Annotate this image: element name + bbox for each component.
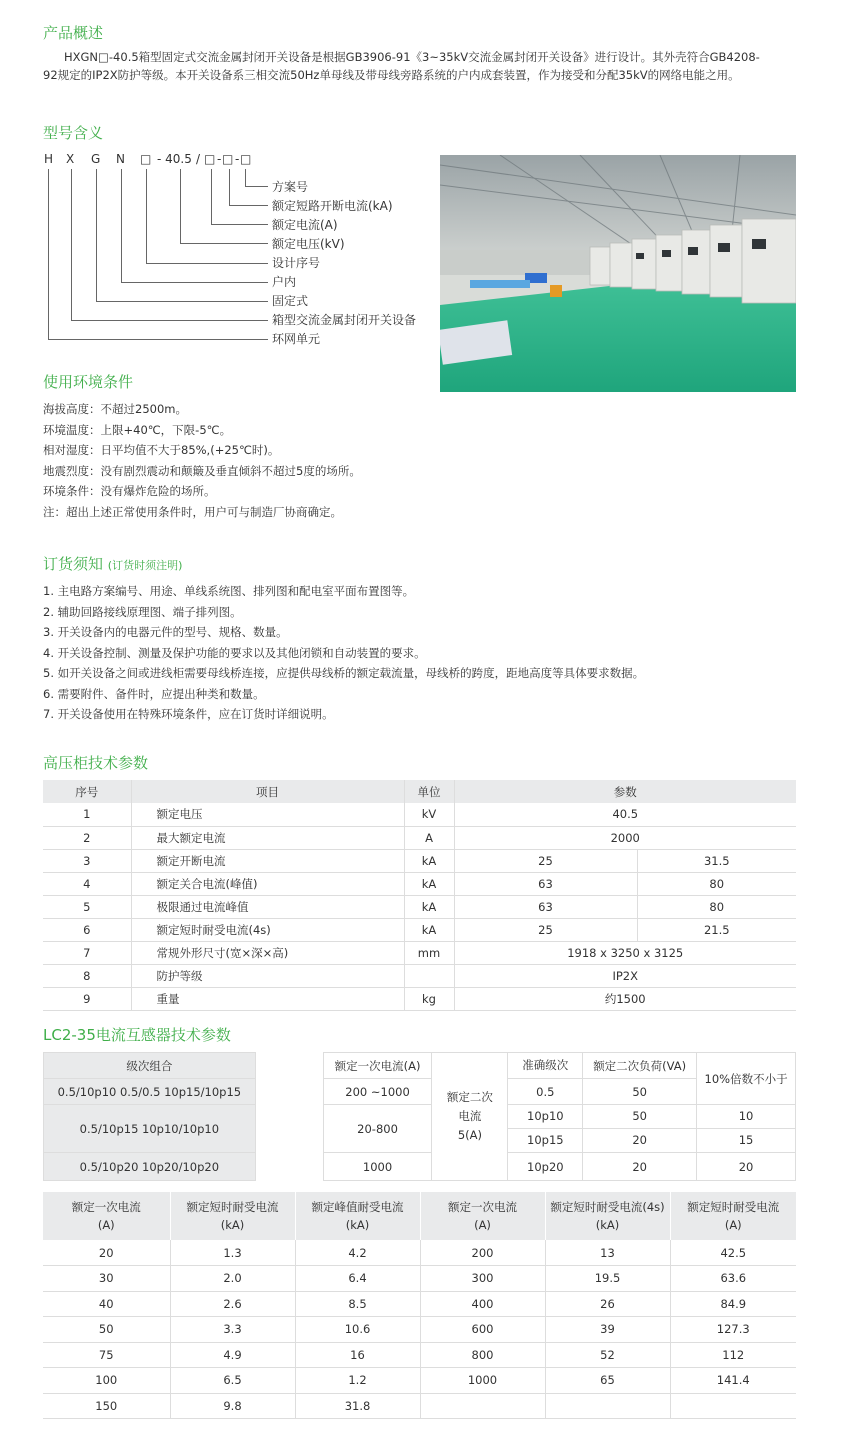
cell: 26 xyxy=(545,1291,670,1317)
cell-unit: kA xyxy=(404,918,454,941)
code-dash-1: - xyxy=(217,152,222,166)
order-list xyxy=(43,581,644,725)
cell-combo: 0.5/10p20 10p20/10p20 xyxy=(44,1153,256,1181)
header-line: (A) xyxy=(724,1218,742,1232)
header-item: 项目 xyxy=(131,780,404,803)
order-item: 4. 开关设备控制、测量及保护功能的要求以及其他闭锁和自动装置的要求。 xyxy=(43,645,426,660)
order-item: 2. 辅助回路接线原理图、端子排列图。 xyxy=(43,604,242,619)
code-slash: / xyxy=(196,152,201,166)
table-header-row xyxy=(43,1192,796,1240)
cell: 50 xyxy=(43,1317,170,1343)
table-row xyxy=(44,1053,796,1079)
order-subtitle: (订货时须注明) xyxy=(107,559,183,572)
cell-unit: kA xyxy=(404,872,454,895)
code-scheme: □ xyxy=(240,152,252,166)
cell-no: 3 xyxy=(43,849,131,872)
accuracy-value: 10p10 xyxy=(508,1105,582,1129)
cell-accuracy xyxy=(508,1105,583,1153)
cell: 6.5 xyxy=(170,1368,295,1394)
cell-no: 7 xyxy=(43,941,131,964)
cell-item: 额定关合电流(峰值) xyxy=(131,872,404,895)
table-row xyxy=(43,964,796,987)
accuracy-header xyxy=(508,1053,583,1079)
cell-unit: kA xyxy=(404,895,454,918)
table-row xyxy=(44,1153,796,1181)
cell-item: 额定电压 xyxy=(131,803,404,826)
table-row xyxy=(43,1342,796,1368)
header-cell xyxy=(545,1192,670,1240)
environment-list xyxy=(43,399,361,522)
cell-unit: kg xyxy=(404,987,454,1010)
header-no: 序号 xyxy=(43,780,131,803)
header-line: 额定一次电流 xyxy=(71,1200,141,1214)
cell: 9.8 xyxy=(170,1393,295,1419)
cell-primary: 200 ~1000 xyxy=(323,1079,432,1105)
cell-no: 9 xyxy=(43,987,131,1010)
order-item: 3. 开关设备内的电器元件的型号、规格、数量。 xyxy=(43,625,288,639)
cell-value: 约1500 xyxy=(454,987,796,1010)
cell: 10.6 xyxy=(295,1317,420,1343)
secondary-line: 电流 xyxy=(458,1109,482,1123)
model-label-rated-current: 额定电流(A) xyxy=(272,218,338,232)
header-cell xyxy=(670,1192,796,1240)
code-n: N xyxy=(116,152,125,166)
cell: 800 xyxy=(420,1342,545,1368)
order-item: 6. 需要附件、备件时，应提出种类和数量。 xyxy=(43,686,265,701)
cell-item: 最大额定电流 xyxy=(131,826,404,849)
header-cell xyxy=(43,1192,170,1240)
cell xyxy=(670,1393,796,1419)
model-label-box-type: 箱型交流金属封闭开关设备 xyxy=(272,313,417,327)
code-voltage: - 40.5 xyxy=(157,152,192,166)
cell-unit: mm xyxy=(404,941,454,964)
withstand-table xyxy=(43,1192,796,1419)
code-g: G xyxy=(91,152,101,166)
header-line: (kA) xyxy=(595,1218,620,1232)
cell-value: 40.5 xyxy=(454,803,796,826)
table-row xyxy=(44,1079,796,1105)
cell: 112 xyxy=(670,1342,796,1368)
header-cell xyxy=(420,1192,545,1240)
cell: 300 xyxy=(420,1266,545,1292)
order-title-text: 订货须知 xyxy=(43,555,104,573)
cell-value: 1918 x 3250 x 3125 xyxy=(454,941,796,964)
cell-value: 80 xyxy=(637,872,796,895)
header-line: (A) xyxy=(474,1218,491,1232)
cell-no: 6 xyxy=(43,918,131,941)
secondary-current xyxy=(432,1053,508,1181)
hv-table-title: 高压柜技术参数 xyxy=(43,754,149,772)
cell-multiple: 20 xyxy=(697,1153,796,1181)
cell-accuracy: 0.5 xyxy=(508,1079,583,1105)
cell: 1.3 xyxy=(170,1240,295,1266)
order-item: 1. 主电路方案编号、用途、单线系统图、排列图和配电室平面布置图等。 xyxy=(43,584,415,598)
cell: 4.9 xyxy=(170,1342,295,1368)
table-row xyxy=(43,849,796,872)
header-combo: 级次组合 xyxy=(44,1053,256,1079)
cell: 19.5 xyxy=(545,1266,670,1292)
cell-no: 5 xyxy=(43,895,131,918)
load-value: 20 xyxy=(632,1133,647,1147)
order-item: 5. 如开关设备之间或进线柜需要母线桥连接，应提供母线桥的额定载流量，母线桥的跨度，距地高度等具体要求数据。 xyxy=(43,666,645,680)
table-row xyxy=(43,1291,796,1317)
environment-item: 环境温度：上限+40℃，下限-5℃。 xyxy=(43,422,232,437)
header-line: 额定一次电流 xyxy=(448,1200,517,1214)
cell: 30 xyxy=(43,1266,170,1292)
header-accuracy: 准确级次 xyxy=(522,1058,569,1072)
table-row xyxy=(43,1368,796,1394)
cell: 141.4 xyxy=(670,1368,796,1394)
header-line: (kA) xyxy=(220,1218,245,1232)
table-row xyxy=(43,1240,796,1266)
header-line: 额定短时耐受电流 xyxy=(186,1200,279,1214)
cell-value: 25 xyxy=(454,849,637,872)
environment-item: 相对湿度：日平均值不大于85%,(+25℃时)。 xyxy=(43,443,280,457)
cell-item: 额定短时耐受电流(4s) xyxy=(131,918,404,941)
overview-title: 产品概述 xyxy=(43,24,104,42)
cell: 200 xyxy=(420,1240,545,1266)
cell-combo: 0.5/10p10 0.5/0.5 10p15/10p15 xyxy=(44,1079,256,1105)
cell: 150 xyxy=(43,1393,170,1419)
model-code xyxy=(0,152,440,168)
model-label-scheme: 方案号 xyxy=(272,180,309,194)
cell: 4.2 xyxy=(295,1240,420,1266)
cell-unit: kA xyxy=(404,849,454,872)
cell-value: 25 xyxy=(454,918,637,941)
cell: 39 xyxy=(545,1317,670,1343)
cell: 600 xyxy=(420,1317,545,1343)
cell: 1.2 xyxy=(295,1368,420,1394)
header-load: 额定二次负荷(VA) xyxy=(583,1053,697,1079)
cell: 2.6 xyxy=(170,1291,295,1317)
header-multiple: 10%倍数不小于 xyxy=(697,1053,796,1105)
table-header-row xyxy=(43,780,796,803)
overview-line-2: 92规定的IP2X防护等级。本开关设备系三相交流50Hz单母线及带母线旁路系统的户内成套装置，作为接受和分配35kV的网络电能之用。 xyxy=(43,68,740,82)
load-value: 50 xyxy=(583,1105,696,1129)
table-row xyxy=(44,1105,796,1153)
model-label-rated-voltage: 额定电压(kV) xyxy=(272,237,345,251)
multiple-value: 10 xyxy=(697,1105,795,1129)
cell-primary: 1000 xyxy=(323,1153,432,1181)
cell-item: 极限通过电流峰值 xyxy=(131,895,404,918)
cell xyxy=(420,1393,545,1419)
table-row xyxy=(43,941,796,964)
ct-table-title: LC2-35电流互感器技术参数 xyxy=(43,1026,231,1044)
order-title xyxy=(43,553,182,574)
header-cell xyxy=(170,1192,295,1240)
spacer-cell xyxy=(255,1053,323,1181)
cell: 20 xyxy=(43,1240,170,1266)
cell-no: 2 xyxy=(43,826,131,849)
cell: 1000 xyxy=(420,1368,545,1394)
model-label-breaking-current: 额定短路开断电流(kA) xyxy=(272,199,393,213)
cell: 65 xyxy=(545,1368,670,1394)
model-label-fixed: 固定式 xyxy=(272,294,309,308)
cell: 127.3 xyxy=(670,1317,796,1343)
model-title: 型号含义 xyxy=(43,124,104,142)
cell: 2.0 xyxy=(170,1266,295,1292)
environment-item: 注：超出上述正常使用条件时，用户可与制造厂协商确定。 xyxy=(43,504,342,519)
header-primary: 额定一次电流(A) xyxy=(323,1053,432,1079)
cell: 40 xyxy=(43,1291,170,1317)
code-design: □ xyxy=(140,152,152,166)
cell xyxy=(545,1393,670,1419)
factory-photo xyxy=(440,155,796,392)
cell-value: 80 xyxy=(637,895,796,918)
code-dash-2: - xyxy=(235,152,240,166)
cell: 84.9 xyxy=(670,1291,796,1317)
cell-value: 31.5 xyxy=(637,849,796,872)
code-h: H xyxy=(44,152,54,166)
cell: 75 xyxy=(43,1342,170,1368)
cell-value: 63 xyxy=(454,895,637,918)
hv-parameter-table xyxy=(43,780,796,1011)
header-unit: 单位 xyxy=(404,780,454,803)
environment-item: 海拔高度：不超过2500m。 xyxy=(43,402,187,416)
header-line: (kA) xyxy=(345,1218,370,1232)
cell: 52 xyxy=(545,1342,670,1368)
cell: 13 xyxy=(545,1240,670,1266)
code-current: □ xyxy=(204,152,216,166)
cell-unit xyxy=(404,964,454,987)
secondary-line: 5(A) xyxy=(457,1128,482,1142)
cell-unit: kV xyxy=(404,803,454,826)
cell-item: 重量 xyxy=(131,987,404,1010)
table-row xyxy=(43,872,796,895)
secondary-line: 额定二次 xyxy=(446,1090,493,1104)
cell-load: 50 xyxy=(583,1079,697,1105)
table-row xyxy=(43,1393,796,1419)
accuracy-value: 10p15 xyxy=(527,1133,564,1147)
cell-item: 防护等级 xyxy=(131,964,404,987)
order-item: 7. 开关设备使用在特殊环境条件，应在订货时详细说明。 xyxy=(43,707,334,721)
cell-item: 常规外形尺寸(宽×深×高) xyxy=(131,941,404,964)
cell: 31.8 xyxy=(295,1393,420,1419)
code-breaking: □ xyxy=(222,152,234,166)
cell-item: 额定开断电流 xyxy=(131,849,404,872)
header-line: (A) xyxy=(97,1218,115,1232)
cell-primary: 20-800 xyxy=(323,1105,432,1153)
model-label-design-no: 设计序号 xyxy=(272,256,321,270)
table-row xyxy=(43,1317,796,1343)
cell: 42.5 xyxy=(670,1240,796,1266)
table-row xyxy=(43,1266,796,1292)
cell-value: 21.5 xyxy=(637,918,796,941)
cell-load xyxy=(583,1105,697,1153)
table-row xyxy=(43,918,796,941)
ct-parameter-table xyxy=(43,1052,796,1181)
cell: 3.3 xyxy=(170,1317,295,1343)
environment-item: 环境条件：没有爆炸危险的场所。 xyxy=(43,484,216,498)
cell-accuracy: 10p20 xyxy=(508,1153,583,1181)
cell: 8.5 xyxy=(295,1291,420,1317)
model-label-indoor: 户内 xyxy=(272,275,297,289)
cell: 63.6 xyxy=(670,1266,796,1292)
cell-combo: 0.5/10p15 10p10/10p10 xyxy=(44,1105,256,1153)
cell-value: 63 xyxy=(454,872,637,895)
environment-item: 地震烈度：没有剧烈震动和颠簸及垂直倾斜不超过5度的场所。 xyxy=(43,463,361,478)
environment-title: 使用环境条件 xyxy=(43,373,134,391)
header-line: 额定峰值耐受电流 xyxy=(311,1200,404,1214)
cell-no: 8 xyxy=(43,964,131,987)
header-param: 参数 xyxy=(454,780,796,803)
cell-multiple xyxy=(697,1105,796,1153)
cell: 400 xyxy=(420,1291,545,1317)
table-row xyxy=(43,987,796,1010)
cell: 16 xyxy=(295,1342,420,1368)
header-line: 额定短时耐受电流(4s) xyxy=(550,1200,665,1214)
overview-line-1: HXGN□-40.5箱型固定式交流金属封闭开关设备是根据GB3906-91《3~35kV交流金属封闭开关设备》进行设计。其外壳符合GB4208- xyxy=(64,50,760,64)
code-x: X xyxy=(66,152,75,166)
model-label-ring-unit: 环网单元 xyxy=(272,332,321,346)
cell-value: IP2X xyxy=(454,964,796,987)
cell-no: 1 xyxy=(43,803,131,826)
cell-no: 4 xyxy=(43,872,131,895)
cell-load: 20 xyxy=(583,1153,697,1181)
cell: 6.4 xyxy=(295,1266,420,1292)
table-row xyxy=(43,826,796,849)
cell-unit: A xyxy=(404,826,454,849)
cell: 100 xyxy=(43,1368,170,1394)
header-line: 额定短时耐受电流 xyxy=(687,1200,780,1214)
table-row xyxy=(43,803,796,826)
multiple-value: 15 xyxy=(738,1133,754,1147)
header-cell xyxy=(295,1192,420,1240)
table-row xyxy=(43,895,796,918)
cell-value: 2000 xyxy=(454,826,796,849)
